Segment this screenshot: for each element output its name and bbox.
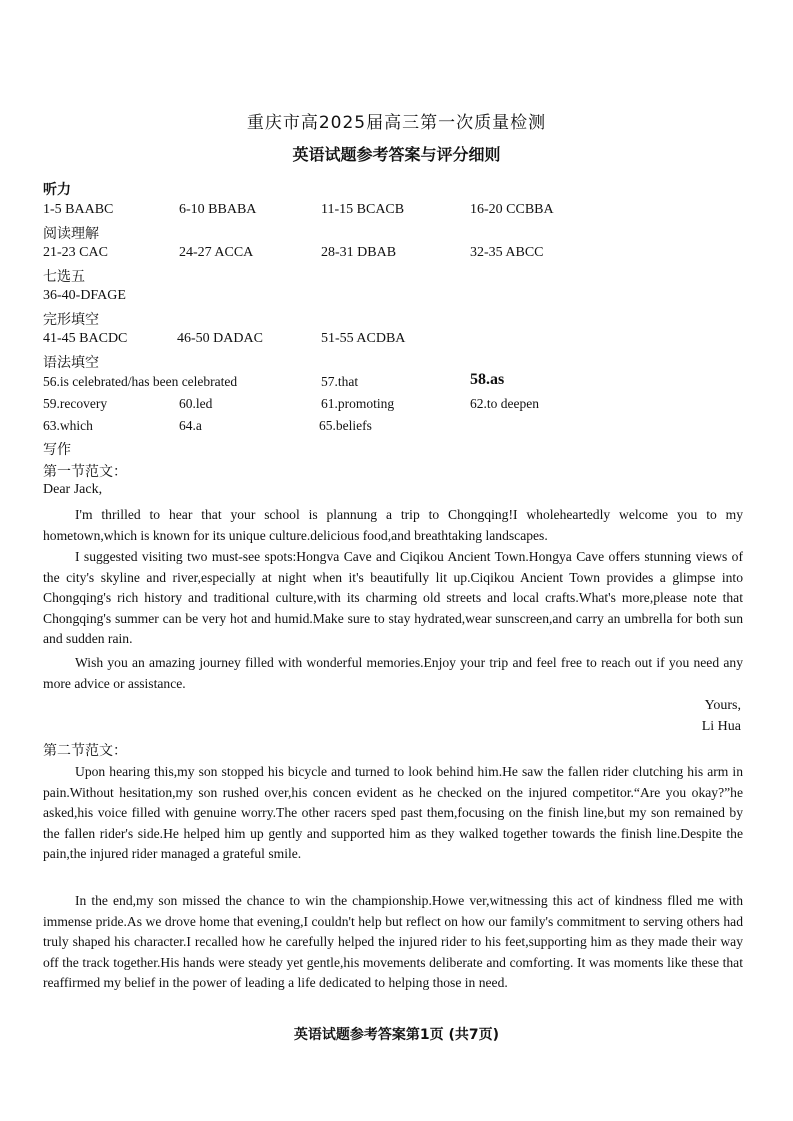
answer-group: 41-45 BACDC	[43, 331, 128, 346]
essay-paragraph: Wish you an amazing journey filled with wonderful memories.Enjoy your trip and feel free to reach out if you need any more advice or assistance.	[43, 655, 743, 691]
letter-signature: Li Hua	[701, 719, 741, 734]
answer-group: 28-31 DBAB	[321, 245, 397, 260]
letter-closing: Yours,	[704, 698, 741, 713]
essay-paragraph: Upon hearing this,my son stopped his bicycle and turned to look behind him.He saw the fallen rider clutching his arm in pain.Without hesitation,my son rushed over,his concen evident as he checked on the injured competitor.“Are you okay?”he asked,his voice filled with genuine worry.The other racers sped past them,focusing on the finish line,but my son remained by the fallen rider's side.He helped him up gently and supported him as they walked together towards the finish line.Despite the pain,the injured rider managed a grateful smile.	[43, 764, 743, 862]
answer-group: 24-27 ACCA	[179, 245, 254, 260]
document-title: 重庆市高2025届高三第一次质量检测	[246, 113, 547, 133]
answer-group: 46-50 DADAC	[177, 331, 263, 346]
answer-item: 61.promoting	[321, 396, 395, 411]
essay-paragraph: I'm thrilled to hear that your school is plannung a trip to Chongqing!I wholeheartedly welcome you to my hometown,which is known for its unique culture.delicious food,and breathtaking landscapes.	[43, 507, 743, 543]
essay-paragraph: I suggested visiting two must-see spots:Hongva Cave and Ciqikou Ancient Town.Hongya Cave offers stunning views of the city's skyline and river,especially at night when it's beautifully lit up.Ciqikou Ancient Town provides a glimpse into Chongqing's rich history and traditional culture,with its charming old streets and local crafts.What's more,please note that Chongqing's summer can be very hot and humid.Make sure to stay hydrated,wear sunscreen,and carry an umbrella for both sun and sudden rain.	[43, 549, 743, 647]
answer-item: 57.that	[321, 374, 359, 389]
seven-five-heading: 七选五	[43, 269, 85, 285]
letter-greeting: Dear Jack,	[43, 482, 103, 497]
answer-group: 11-15 BCACB	[321, 202, 405, 217]
answer-item: 58.as	[470, 371, 505, 388]
answer-item: 65.beliefs	[319, 418, 372, 433]
answer-item: 62.to deepen	[470, 396, 539, 411]
page-footer: 英语试题参考答案第1页 (共7页)	[293, 1027, 500, 1043]
document-subtitle: 英语试题参考答案与评分细则	[292, 145, 501, 164]
answer-item: 63.which	[43, 418, 93, 433]
grammar-heading: 语法填空	[43, 355, 99, 371]
answer-group: 6-10 BBABA	[179, 202, 257, 217]
section2-heading: 第二节范文：	[43, 743, 127, 759]
section1-heading: 第一节范文：	[43, 464, 127, 480]
answer-group: 36-40-DFAGE	[43, 288, 126, 303]
essay-paragraph: In the end,my son missed the chance to win the championship.Howe ver,witnessing this act of kindness flled me with immense pride.As we drove home that evening,I couldn't help but reflect on how our family's commitment to serving others had truly shaped his character.I recalled how he carefully helped the injured rider to his feet,supporting him as they made their way off the track together.His hands were steady yet gentle,his movements deliberate and comforting. It was moments like these that reaffirmed my belief in the power of leading a life dedicated to helping those in need.	[43, 893, 743, 991]
reading-heading: 阅读理解	[43, 226, 99, 242]
writing-heading: 写作	[43, 442, 71, 458]
listening-heading: 听力	[43, 182, 71, 198]
answer-item: 56.is celebrated/has been celebrated	[43, 374, 238, 389]
answer-group: 21-23 CAC	[43, 245, 108, 260]
answer-group: 51-55 ACDBA	[321, 331, 406, 346]
answer-group: 1-5 BAABC	[43, 202, 114, 217]
cloze-heading: 完形填空	[43, 312, 99, 328]
answer-item: 64.a	[179, 418, 202, 433]
answer-group: 32-35 ABCC	[470, 245, 544, 260]
answer-group: 16-20 CCBBA	[470, 202, 554, 217]
answer-item: 60.led	[179, 396, 213, 411]
answer-item: 59.recovery	[43, 396, 108, 411]
